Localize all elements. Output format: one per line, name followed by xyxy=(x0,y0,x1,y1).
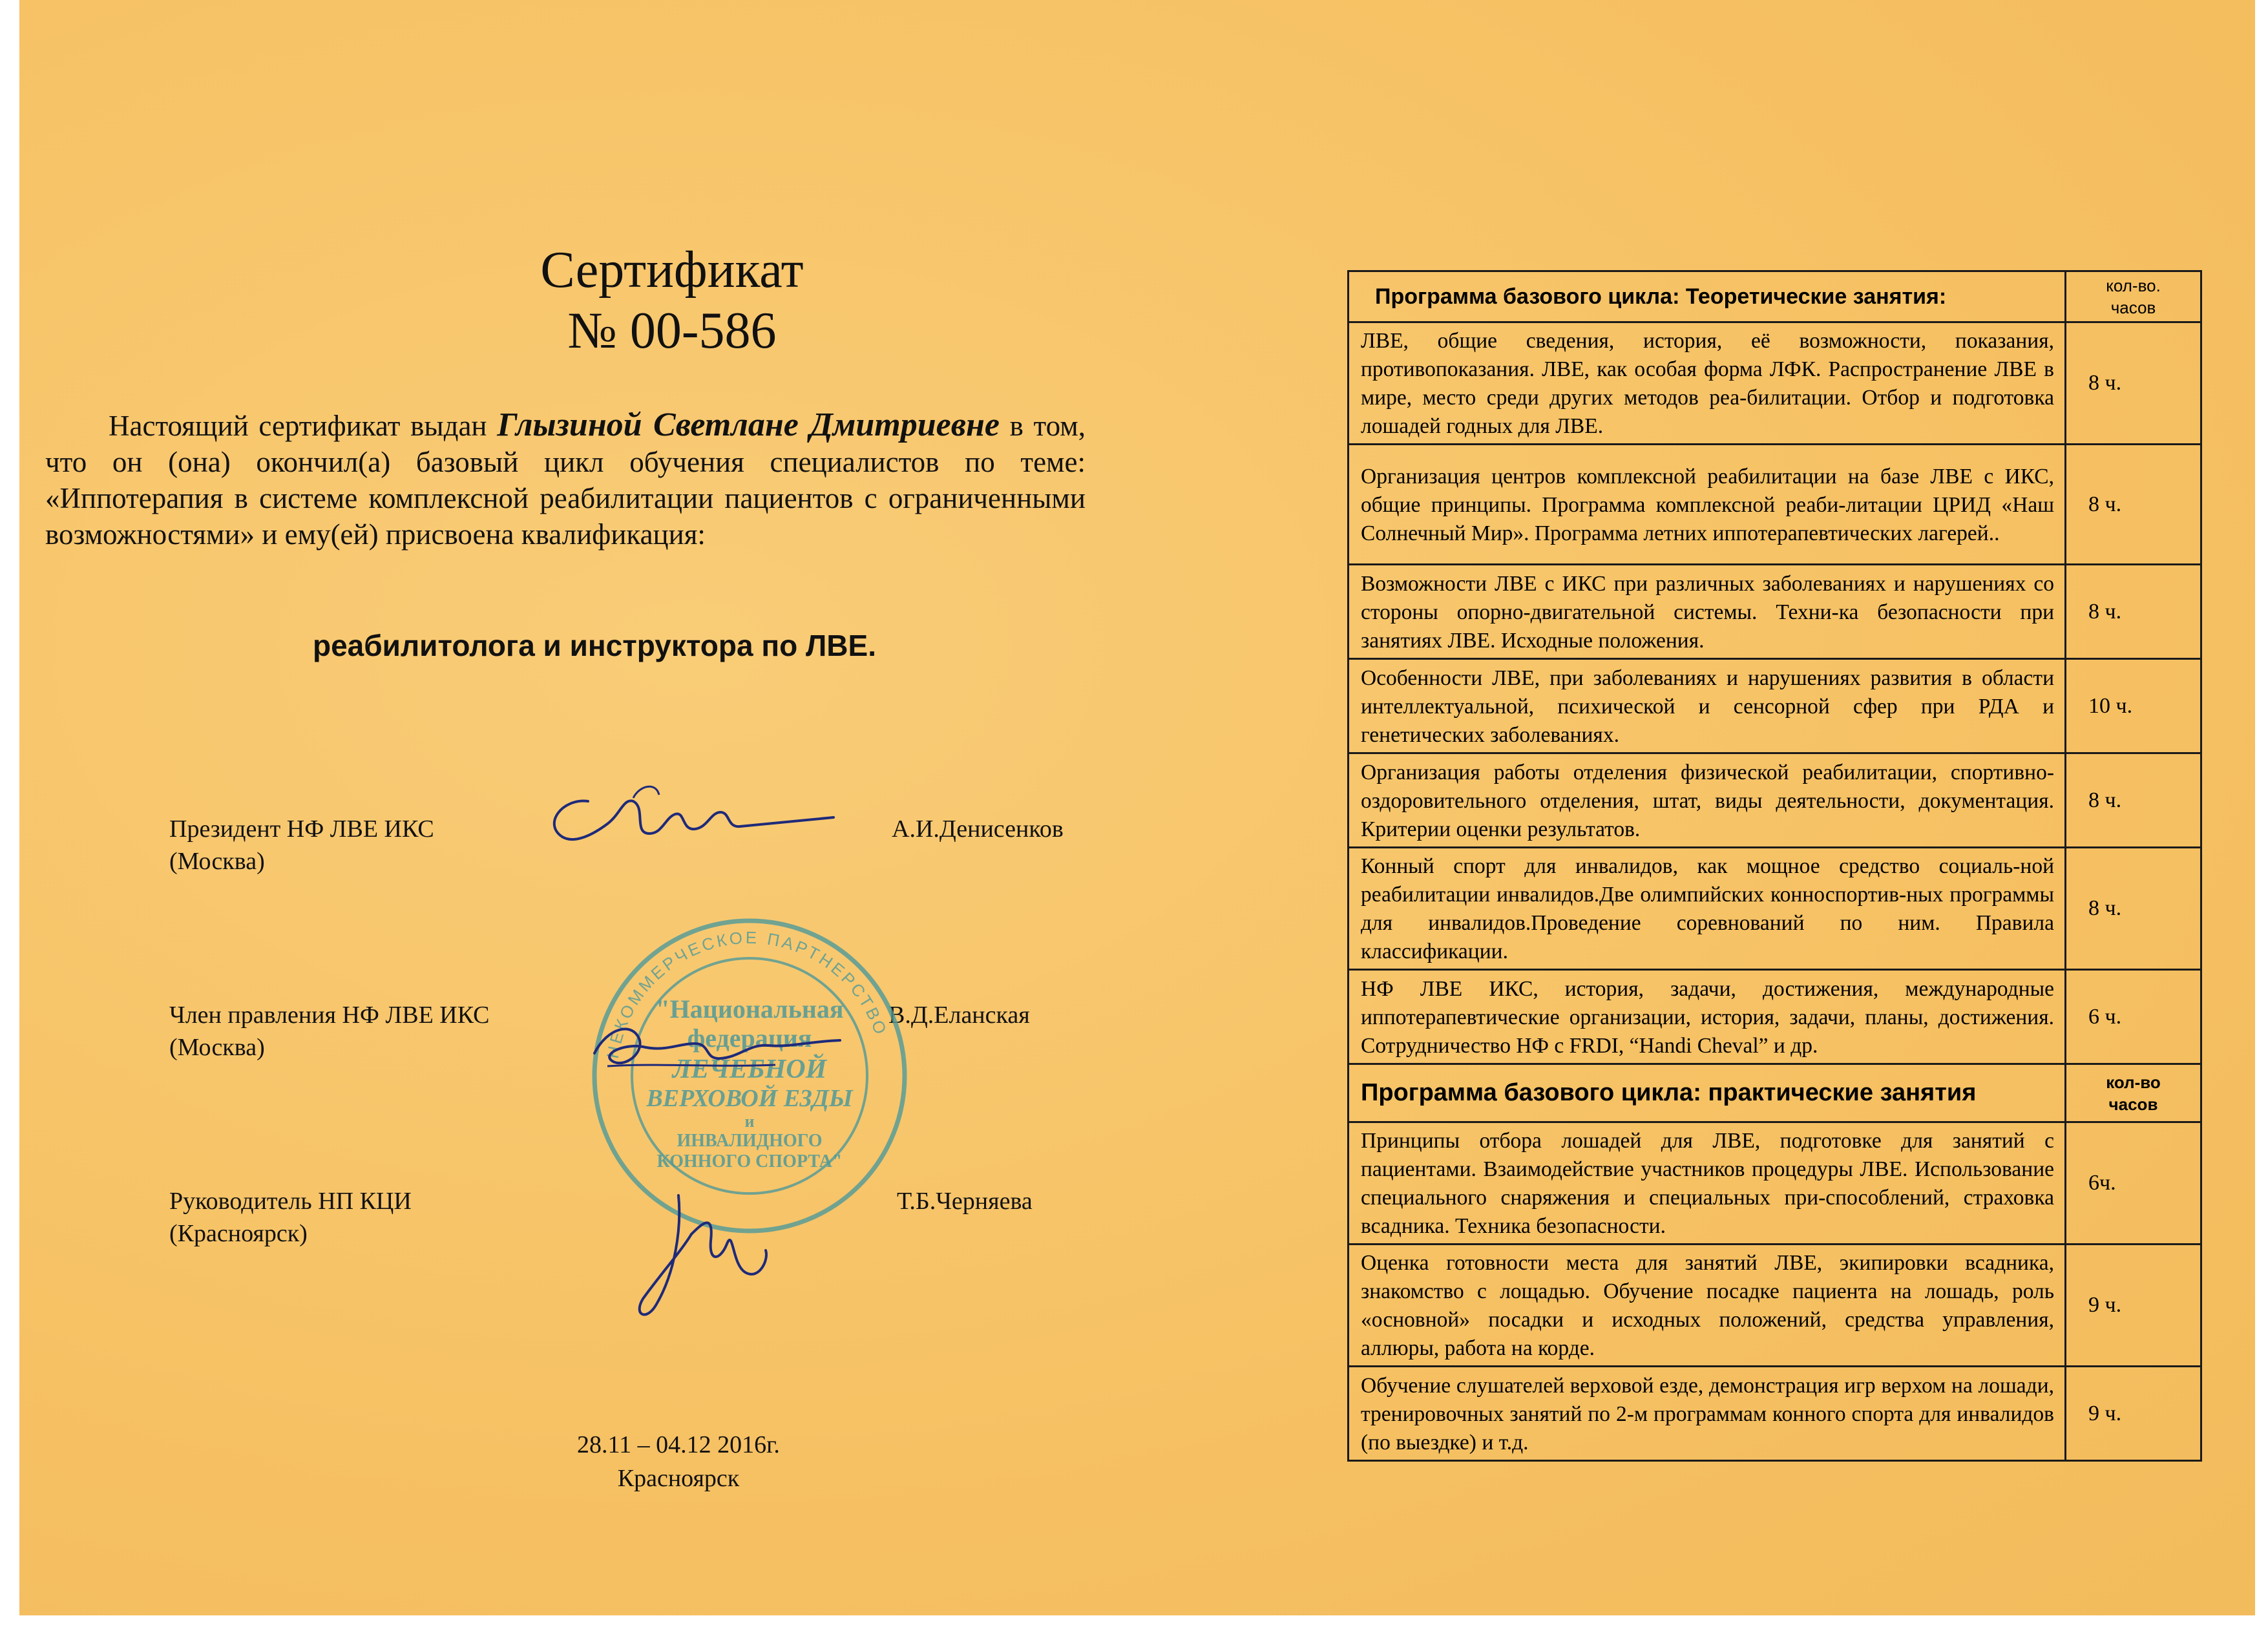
signature-head xyxy=(630,1189,779,1331)
program-table xyxy=(1347,270,2202,1462)
table-row xyxy=(1349,1367,2201,1461)
topic-text: Конный спорт для инвалидов, как мощное средство социаль-ной реабилитации инвалидов.Две олимпийских конноспортив-ных программы для инвалидов.Проведение соревнований по ним. Правила классификации. xyxy=(1349,848,2066,970)
stamp-line: ВЕРХОВОЙ ЕЗДЫ xyxy=(646,1085,853,1112)
table-row xyxy=(1349,565,2201,659)
role-city: (Красноярск) xyxy=(169,1220,308,1247)
certificate-title: Сертификат xyxy=(540,242,804,299)
signatory-role-board-member xyxy=(169,999,489,1064)
topic-hours: 8 ч. xyxy=(2066,445,2201,565)
practice-header-row xyxy=(1349,1064,2201,1122)
signatory-role-president xyxy=(169,813,434,877)
issue-info xyxy=(472,1428,885,1495)
signatory-name-head: Т.Б.Черняева xyxy=(897,1188,1033,1215)
stamp-line: федерация xyxy=(687,1024,812,1053)
statement-prefix: Настоящий сертификат выдан xyxy=(109,410,498,442)
topic-text: НФ ЛВЕ ИКС, история, задачи, достижения, международные иппотерапевтические организации, история, задачи, планы, достижения. Сотрудничество НФ с FRDI, “Handi Cheval” и др. xyxy=(1349,970,2066,1064)
theory-hours-header xyxy=(2066,271,2201,322)
recipient-name: Глызиной Светлане Дмитриевне xyxy=(497,406,1000,443)
hours-header-line: кол-во xyxy=(2106,1072,2161,1092)
statement-body: в том, что он (она) окончил(а) базовый цикл обучения специалистов по теме: «Иппотерапия в системе комплексной реабилитации пациентов с ограниченными возможностями» и ему(ей) присвоена квалификация: xyxy=(45,410,1086,551)
topic-hours: 8 ч. xyxy=(2066,848,2201,970)
table-row xyxy=(1349,445,2201,565)
topic-hours: 6 ч. xyxy=(2066,970,2201,1064)
issue-city: Красноярск xyxy=(617,1465,740,1492)
stamp-line: "Национальная xyxy=(655,994,844,1024)
signature-board-member xyxy=(582,1008,853,1092)
topic-hours: 9 ч. xyxy=(2066,1245,2201,1367)
stamp-line: КОННОГО СПОРТА" xyxy=(656,1151,843,1171)
table-row xyxy=(1349,848,2201,970)
topic-text: Обучение слушателей верховой езде, демонстрация игр верхом на лошади, тренировочных занятий по 2-м программам конного спорта для инвалидов (по выездке) и т.д. xyxy=(1349,1367,2066,1461)
theory-header: Программа базового цикла: Теоретические занятия: xyxy=(1349,271,2066,322)
table-row xyxy=(1349,1122,2201,1245)
topic-text: ЛВЕ, общие сведения, история, её возможности, показания, противопоказания. ЛВЕ, как особая форма ЛФК. Распространение ЛВЕ в мире, место среди других методов реа-билитации. Отбор и подготовка лошадей годных для ЛВЕ. xyxy=(1349,322,2066,445)
table-row xyxy=(1349,659,2201,753)
certificate-sheet xyxy=(19,0,2255,1615)
stamp-ring-text: НЕКОММЕРЧЕСКОЕ ПАРТНЕРСТВО xyxy=(602,927,892,1060)
signatory-name-board-member: В.Д.Еланская xyxy=(888,1002,1030,1029)
role-line: Президент НФ ЛВЕ ИКС xyxy=(169,815,434,843)
topic-text: Особенности ЛВЕ, при заболеваниях и нарушениях развития в области интеллектуальной, психической и сенсорной сфер при РДА и генетических заболеваниях. xyxy=(1349,659,2066,753)
hours-header-line: кол-во. xyxy=(2106,276,2161,295)
role-city: (Москва) xyxy=(169,848,265,875)
signatory-role-head xyxy=(169,1185,412,1250)
practice-hours-header xyxy=(2066,1064,2201,1122)
role-city: (Москва) xyxy=(169,1034,265,1061)
stamp-line: ЛЕЧЕБНОЙ xyxy=(672,1055,827,1084)
signature-president xyxy=(536,772,840,863)
signatory-name-president: А.И.Денисенков xyxy=(892,815,1064,843)
role-line: Руководитель НП КЦИ xyxy=(169,1188,412,1215)
course-dates: 28.11 – 04.12 2016г. xyxy=(577,1431,780,1458)
topic-text: Принципы отбора лошадей для ЛВЕ, подготовке для занятий с пациентами. Взаимодействие участников процедуры ЛВЕ. Использование специального снаряжения и специальных при-способлений, страховка всадника. Техника безопасности. xyxy=(1349,1122,2066,1245)
topic-text: Оценка готовности места для занятий ЛВЕ, экипировки всадника, знакомство с лощадью. Обучение посадке пациента на лошадь, роль «основной» посадки и исходных положений, средства управления, аллюры, работа на корде. xyxy=(1349,1245,2066,1367)
theory-header-row xyxy=(1349,271,2201,322)
practice-header: Программа базового цикла: практические занятия xyxy=(1349,1064,2066,1122)
qualification: реабилитолога и инструктора по ЛВЕ. xyxy=(312,629,876,662)
stamp-line: и xyxy=(744,1112,755,1131)
hours-header-line: часов xyxy=(2110,298,2156,317)
table-row xyxy=(1349,322,2201,445)
stamp-line: ИНВАЛИДНОГО xyxy=(677,1131,823,1151)
certificate-statement xyxy=(45,407,1086,552)
certificate-number: № 00-586 xyxy=(567,302,777,359)
topic-hours: 8 ч. xyxy=(2066,565,2201,659)
role-line: Член правления НФ ЛВЕ ИКС xyxy=(169,1002,490,1029)
table-row xyxy=(1349,970,2201,1064)
table-row xyxy=(1349,1245,2201,1367)
topic-hours: 10 ч. xyxy=(2066,659,2201,753)
table-row xyxy=(1349,753,2201,848)
topic-hours: 8 ч. xyxy=(2066,322,2201,445)
topic-text: Организация центров комплексной реабилитации на базе ЛВЕ с ИКС, общие принципы. Программа комплексной реаби-литации ЦРИД «Наш Солнечный Мир». Программа летних иппотерапевтических лагерей.. xyxy=(1349,445,2066,565)
topic-text: Возможности ЛВЕ с ИКС при различных заболеваниях и нарушениях со стороны опорно-двигательной системы. Техни-ка безопасности при занятиях ЛВЕ. Исходные положения. xyxy=(1349,565,2066,659)
topic-hours: 9 ч. xyxy=(2066,1367,2201,1461)
hours-header-line: часов xyxy=(2108,1094,2158,1114)
topic-hours: 6ч. xyxy=(2066,1122,2201,1245)
topic-hours: 8 ч. xyxy=(2066,753,2201,848)
topic-text: Организация работы отделения физической реабилитации, спортивно-оздоровительного отделения, штат, виды деятельности, документация. Критерии оценки результатов. xyxy=(1349,753,2066,848)
